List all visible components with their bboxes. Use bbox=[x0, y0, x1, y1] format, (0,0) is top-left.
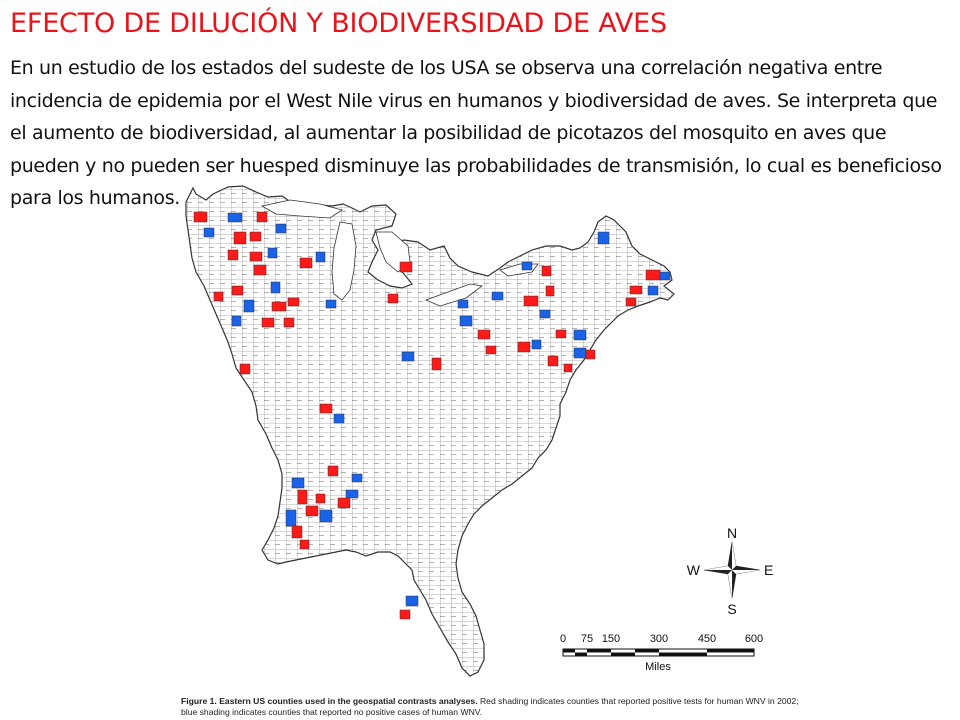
county-negative bbox=[522, 262, 532, 270]
county-negative bbox=[292, 478, 304, 488]
compass-north-label: N bbox=[726, 525, 738, 541]
county-positive bbox=[292, 526, 302, 538]
county-positive bbox=[228, 250, 238, 260]
scale-tick-300: 300 bbox=[649, 633, 669, 645]
county-positive bbox=[524, 296, 538, 306]
county-negative bbox=[320, 510, 332, 522]
county-positive bbox=[300, 540, 309, 549]
county-negative bbox=[648, 286, 658, 295]
scale-tick-0: 0 bbox=[559, 633, 567, 645]
county-negative bbox=[574, 348, 586, 358]
county-negative bbox=[268, 248, 277, 258]
county-positive bbox=[298, 490, 307, 504]
county-positive bbox=[400, 262, 412, 272]
county-positive bbox=[234, 232, 246, 244]
county-positive bbox=[388, 294, 398, 303]
county-negative bbox=[458, 300, 468, 308]
usa-landmass bbox=[165, 172, 785, 692]
figure-caption-lead: Figure 1. Eastern US counties used in the geospatial contrasts analyses. bbox=[181, 696, 478, 706]
county-positive bbox=[478, 330, 490, 339]
county-negative bbox=[326, 300, 336, 308]
county-negative bbox=[460, 316, 472, 326]
figure-caption bbox=[181, 696, 801, 718]
county-negative bbox=[402, 352, 414, 361]
county-negative bbox=[286, 510, 296, 526]
county-negative bbox=[334, 414, 344, 423]
county-positive bbox=[626, 298, 636, 306]
county-positive bbox=[486, 346, 496, 354]
county-positive bbox=[400, 610, 410, 619]
scale-tick-600: 600 bbox=[744, 633, 764, 645]
county-positive bbox=[518, 342, 530, 352]
county-positive bbox=[328, 466, 338, 476]
county-negative bbox=[244, 300, 254, 312]
compass-west-label: W bbox=[686, 562, 700, 578]
county-negative bbox=[598, 232, 609, 244]
county-negative bbox=[540, 310, 550, 318]
county-positive bbox=[564, 364, 572, 372]
county-positive bbox=[254, 265, 266, 275]
scale-unit-label: Miles bbox=[645, 661, 671, 673]
county-positive bbox=[432, 358, 441, 370]
county-positive bbox=[316, 494, 325, 503]
county-negative bbox=[346, 490, 358, 498]
county-positive bbox=[262, 318, 274, 327]
county-positive bbox=[272, 302, 286, 311]
county-positive bbox=[630, 286, 642, 294]
county-negative bbox=[204, 228, 214, 237]
county-negative bbox=[316, 252, 325, 262]
figure-caption-text: Red shading indicates counties that reported positive tests for human WNV in 2002; blue shading indicates counties that reported no positive cases of human WNV. bbox=[181, 696, 799, 717]
county-negative bbox=[276, 224, 286, 233]
county-positive bbox=[548, 356, 558, 366]
county-positive bbox=[546, 286, 554, 296]
county-positive bbox=[300, 258, 312, 268]
county-negative bbox=[660, 272, 670, 280]
county-negative bbox=[228, 213, 242, 222]
county-negative bbox=[352, 474, 362, 482]
compass-south-label: S bbox=[727, 601, 737, 617]
county-positive bbox=[338, 498, 350, 508]
county-negative bbox=[232, 316, 241, 326]
county-positive bbox=[306, 506, 318, 516]
county-positive bbox=[586, 350, 595, 359]
scale-tick-450: 450 bbox=[697, 633, 717, 645]
scale-bar bbox=[560, 633, 763, 673]
scale-tick-150: 150 bbox=[601, 633, 621, 645]
slide-title: EFECTO DE DILUCIÓN Y BIODIVERSIDAD DE AVES bbox=[10, 8, 667, 39]
county-positive bbox=[542, 266, 551, 276]
county-positive bbox=[257, 212, 267, 222]
compass-rose bbox=[687, 525, 774, 617]
county-positive bbox=[232, 286, 243, 295]
county-negative bbox=[406, 596, 418, 606]
compass-east-label: E bbox=[764, 562, 774, 578]
county-positive bbox=[240, 364, 250, 374]
county-positive bbox=[320, 404, 332, 413]
county-positive bbox=[214, 292, 223, 301]
county-positive bbox=[194, 212, 207, 222]
county-negative bbox=[532, 340, 541, 349]
county-negative bbox=[574, 330, 586, 340]
scale-tick-75: 75 bbox=[580, 633, 594, 645]
county-negative bbox=[271, 282, 280, 293]
county-positive bbox=[288, 298, 299, 306]
county-positive bbox=[250, 232, 261, 241]
county-positive bbox=[250, 252, 262, 261]
county-map bbox=[165, 172, 785, 692]
county-positive bbox=[646, 270, 660, 280]
county-negative bbox=[492, 292, 503, 300]
slide-body-text: En un estudio de los estados del sudeste de los USA se observa una correlación negativa entre incidencia de epidemia por el West Nile virus en humanos y biodiversidad de aves. Se interpreta que el aumento de biodiversidad, al aumentar la posibilidad de picotazos del mosquito en aves que pueden y no pueden ser huesped disminuye las probabilidades de transmisión, lo cual es beneficioso para los humanos. bbox=[10, 57, 942, 209]
county-positive bbox=[284, 318, 294, 327]
county-positive bbox=[556, 330, 566, 338]
